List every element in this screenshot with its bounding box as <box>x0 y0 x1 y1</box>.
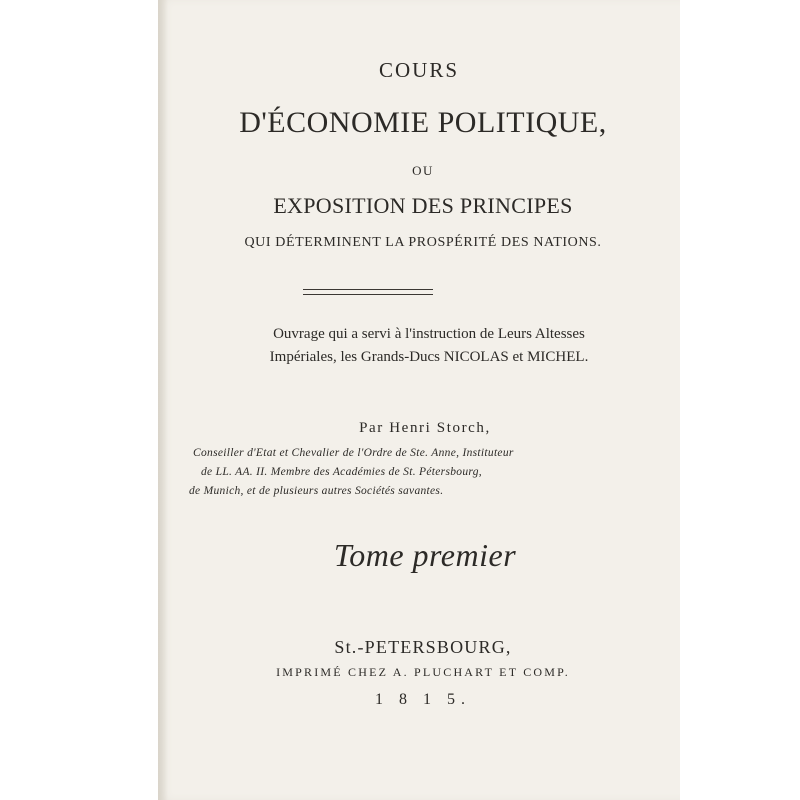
author-credentials-line-1: Conseiller d'Etat et Chevalier de l'Ordre de Ste. Anne, Instituteur <box>193 447 514 459</box>
dedication-line-1: Ouvrage qui a servi à l'instruction de Leurs Altesses <box>273 326 585 342</box>
author-line: Par Henri Storch, <box>359 420 491 436</box>
main-title: D'ÉCONOMIE POLITIQUE, <box>239 106 607 139</box>
imprint-year: 1 8 1 5. <box>375 691 471 708</box>
subtitle-qui: QUI DÉTERMINENT LA PROSPÉRITÉ DES NATIONS. <box>244 235 602 250</box>
title-cours: COURS <box>378 58 460 82</box>
author-credentials-line-3: de Munich, et de plusieurs autres Sociétés savantes. <box>189 485 444 497</box>
dedication-line-2: Impériales, les Grands-Ducs NICOLAS et MICHEL. <box>269 349 589 365</box>
author-credentials-line-2: de LL. AA. II. Membre des Académies de St. Pétersbourg, <box>201 466 482 478</box>
imprint-city: St.-PETERSBOURG, <box>334 637 512 657</box>
title-page <box>158 0 680 800</box>
volume-inscription: Tome premier <box>333 537 517 573</box>
subtitle-exposition: EXPOSITION DES PRINCIPES <box>273 193 573 218</box>
title-ou: OU <box>412 163 434 178</box>
imprint-printer: IMPRIMÉ CHEZ A. PLUCHART ET COMP. <box>276 665 570 679</box>
ornamental-rule <box>303 289 433 295</box>
